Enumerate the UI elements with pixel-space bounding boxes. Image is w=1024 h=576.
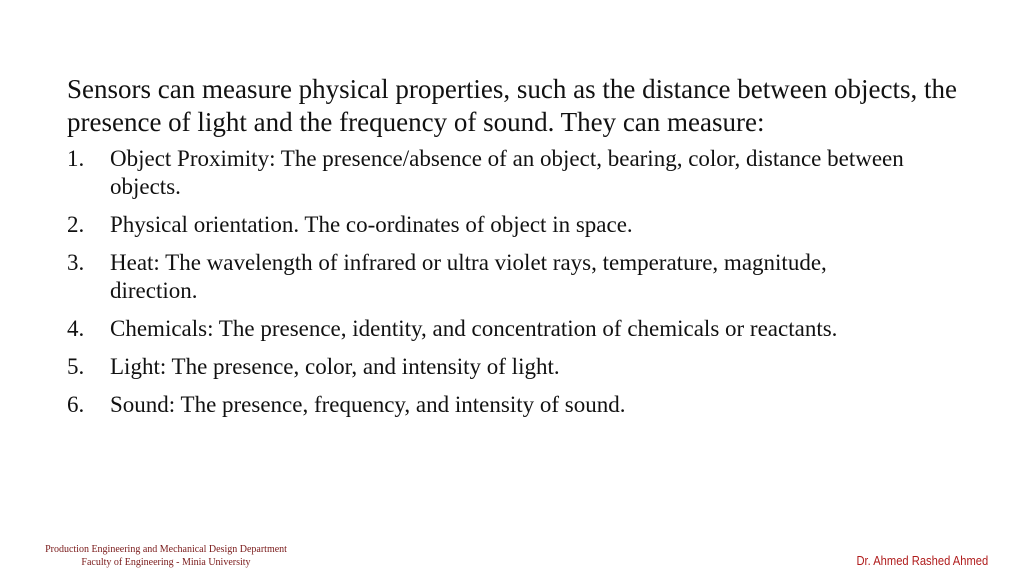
list-item xyxy=(67,353,997,381)
footer-faculty: Faculty of Engineering - Minia University xyxy=(81,557,251,568)
list-item xyxy=(67,315,997,343)
list-item-text: Physical orientation. The co-ordinates of object in space. xyxy=(110,212,633,237)
list-item xyxy=(67,145,997,201)
list-item-number: 4. xyxy=(67,316,85,341)
list-item-text: Sound: The presence, frequency, and intensity of sound. xyxy=(110,392,626,417)
list-item xyxy=(67,249,997,305)
footer-department: Production Engineering and Mechanical Design Department xyxy=(45,544,287,555)
list-item-text: Light: The presence, color, and intensity of light. xyxy=(110,354,560,379)
measurement-list xyxy=(67,145,997,419)
list-item-number: 3. xyxy=(67,250,85,275)
list-item-number: 2. xyxy=(67,212,85,237)
list-item-number: 1. xyxy=(67,146,85,171)
list-item-number: 5. xyxy=(67,354,85,379)
footer-author: Dr. Ahmed Rashed Ahmed xyxy=(856,553,988,568)
list-item-text: Heat: The wavelength of infrared or ultra violet rays, temperature, magnitude, direction. xyxy=(110,250,827,303)
footer-institution xyxy=(37,543,295,569)
list-item xyxy=(67,211,997,239)
intro-paragraph: Sensors can measure physical properties, such as the distance between objects, the presence of light and the frequency of sound. They can measure: xyxy=(67,74,957,137)
list-item-text: Chemicals: The presence, identity, and concentration of chemicals or reactants. xyxy=(110,316,838,341)
list-item-text: Object Proximity: The presence/absence of an object, bearing, color, distance between objects. xyxy=(110,146,904,199)
list-item xyxy=(67,391,997,419)
list-item-number: 6. xyxy=(67,392,85,417)
slide-body xyxy=(67,73,997,429)
